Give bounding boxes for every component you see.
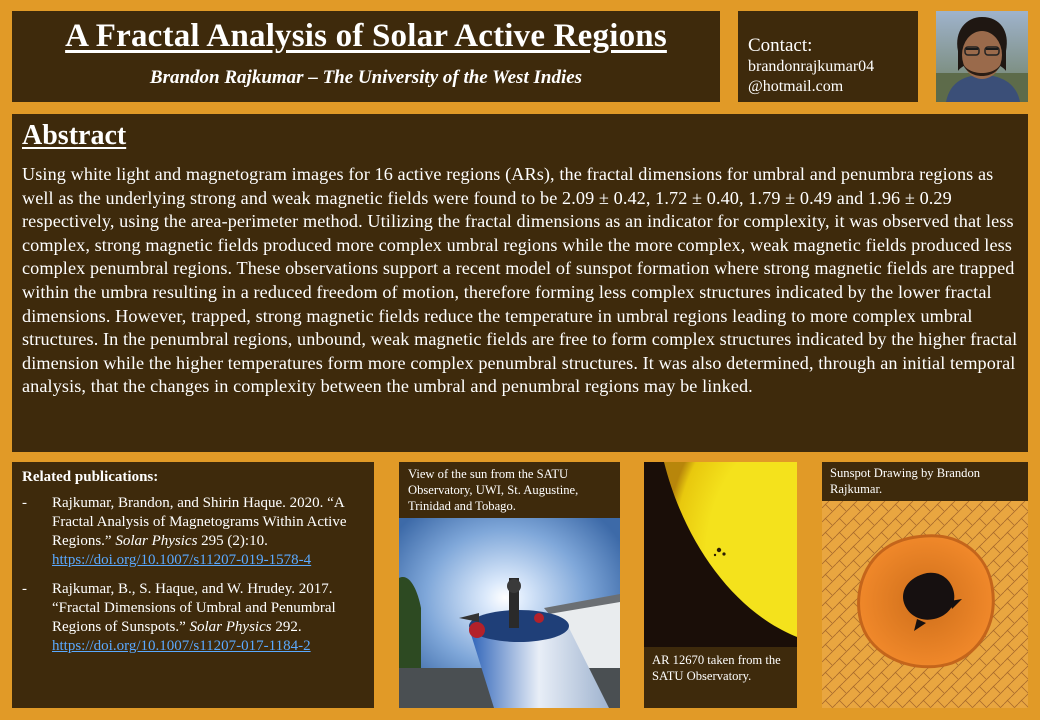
sunspot-drawing-image xyxy=(822,501,1028,708)
observatory-photo-image xyxy=(399,518,620,708)
active-region-image xyxy=(644,462,797,647)
publications-heading: Related publications: xyxy=(22,469,159,485)
abstract-text: Using white light and magnetogram images for 16 active regions (ARs), the fractal dimensions for umbral and penumbra regions as well as the underlying strong and weak magnetic fields were found to be 2.09 ± 0.42, 1.72 ± 0.40, 1.79 ± 0.49 and 1.96 ± 0.29 respectively, using the area-perimeter method. Utilizing the fractal dimensions as an indicator for complexity, it was observed that less complex, strong magnetic fields produced more complex umbral regions while the more complex, weak magnetic fields produced less complex penumbral regions. These observations support a recent model of sunspot formation where strong magnetic fields are trapped within the umbra resulting in a reduced freedom of motion, therefore forming less complex structures indicated by the lower fractal dimensions. However, trapped, strong magnetic fields reduce the temperature in umbral regions leading to more complex umbral structures. In the penumbral regions, unbound, weak magnetic fields are free to form complex structures indicated by the higher fractal dimension while the higher temperatures form more complex penumbral structures. It was also determined, through an initial temporal analysis, that the changes in complexity between the umbral and penumbral regions may be linked. xyxy=(22,164,1018,397)
publication-journal: Solar Physics xyxy=(115,533,198,549)
observatory-photo xyxy=(399,518,620,708)
abstract-heading: Abstract xyxy=(22,120,127,151)
publication-item xyxy=(22,494,364,570)
publication-item xyxy=(22,580,364,656)
author-line: Brandon Rajkumar – The University of the West Indies xyxy=(149,67,583,88)
list-dash: - xyxy=(22,581,27,597)
abstract-panel xyxy=(12,114,1028,452)
publications-panel xyxy=(12,462,374,708)
active-region-panel xyxy=(644,462,797,708)
author-portrait-image xyxy=(936,11,1028,102)
publication-doi-link[interactable]: https://doi.org/10.1007/s11207-017-1184-2 xyxy=(52,638,311,654)
sunspot-drawing-caption: Sunspot Drawing by Brandon Rajkumar. xyxy=(830,466,981,496)
publication-journal: Solar Physics xyxy=(189,619,272,635)
sunspot-drawing xyxy=(822,501,1028,708)
sun-limb-image xyxy=(644,462,797,647)
title-banner xyxy=(12,11,720,102)
observatory-photo-caption: View of the sun from the SATU Observatory, UWI, St. Augustine, Trinidad and Tobago. xyxy=(408,467,579,513)
observatory-photo-panel xyxy=(399,462,620,708)
contact-heading: Contact: xyxy=(748,35,813,56)
contact-panel xyxy=(738,11,918,102)
publication-details: 295 (2):10. xyxy=(197,533,268,549)
publication-details: 292. xyxy=(271,619,302,635)
author-photo xyxy=(936,11,1028,102)
contact-email-line1[interactable]: brandonrajkumar04 xyxy=(748,58,875,75)
sunspot-drawing-panel xyxy=(822,462,1028,708)
poster-title: A Fractal Analysis of Solar Active Regions xyxy=(65,18,667,54)
contact-email-line2[interactable]: @hotmail.com xyxy=(748,78,844,95)
publications-list xyxy=(22,494,364,656)
publication-authors: Rajkumar, B., S. Haque, and W. Hrudey. 2017. “Fractal Dimensions of Umbral and Penumbral Regions of Sunspots.” xyxy=(52,581,336,635)
active-region-caption: AR 12670 taken from the SATU Observatory. xyxy=(652,653,781,683)
publication-doi-link[interactable]: https://doi.org/10.1007/s11207-019-1578-4 xyxy=(52,552,312,568)
list-dash: - xyxy=(22,495,27,511)
publication-authors: Rajkumar, Brandon, and Shirin Haque. 2020. “A Fractal Analysis of Magnetograms Within Active Regions.” xyxy=(52,495,347,549)
